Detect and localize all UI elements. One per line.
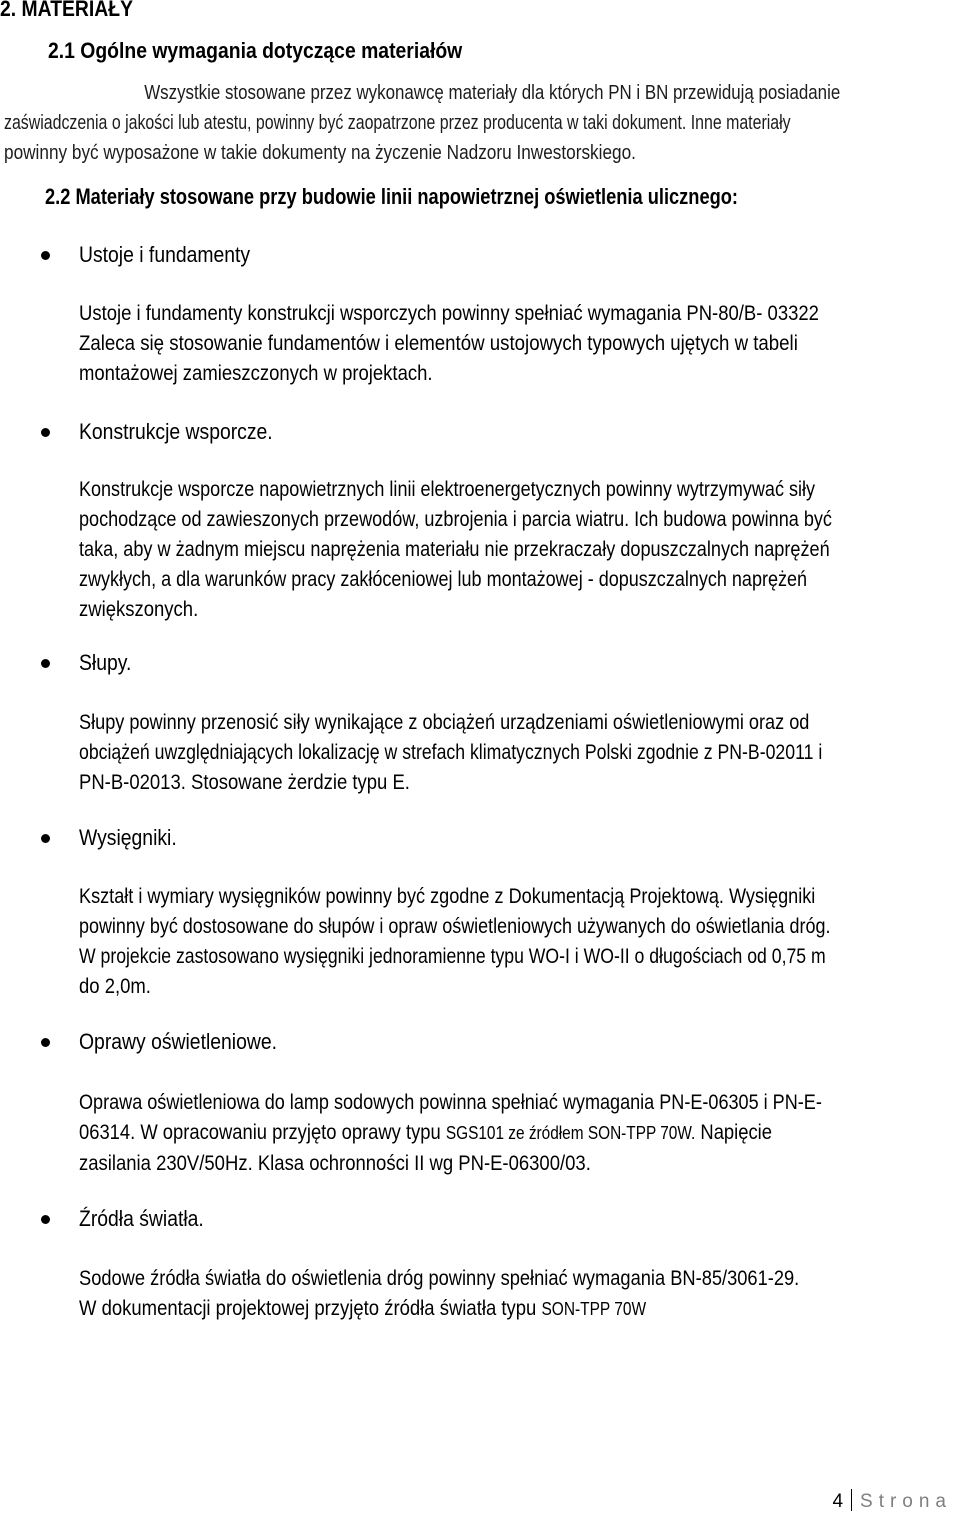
section-title-slupy: Słupy. — [79, 650, 132, 675]
section-body-zrodla: Sodowe źródła światła do oświetlenia dróg powinny spełniać wymagania BN-85/3061-29. W dokumentacji projektowej przyjęto źródła światła typu SON-TPP 70W — [79, 1266, 800, 1320]
bullet — [41, 1215, 50, 1224]
intro-paragraph: Wszystkie stosowane przez wykonawcę materiały dla których PN i BN przewidują posiadanie zaświadczenia o jakości lub atestu, powinny być zaopatrzone przez producenta w taki dokument. Inne materiały powinny być wyposażone w takie dokumenty na życzenie Nadzoru Inwestorskiego. — [4, 82, 841, 164]
heading-section: 2.2 Materiały stosowane przy budowie linii napowietrznej oświetlenia ulicznego: — [45, 184, 739, 209]
page-number: 4 — [832, 1491, 844, 1512]
page-label: Strona — [860, 1491, 952, 1512]
section-title-ustoje: Ustoje i fundamenty — [79, 242, 251, 267]
page-footer — [832, 1489, 952, 1513]
section-body-wysiegniki: Kształt i wymiary wysięgników powinny być zgodne z Dokumentacją Projektową. Wysięgniki powinny być dostosowane do słupów i opraw oświetleniowych używanych do oświetlania dróg. W projekcie zastosowano wysięgniki jednoramienne typu WO-I i WO-II o długościach od 0,75 m do 2,0m. — [79, 884, 831, 998]
section-body-slupy: Słupy powinny przenosić siły wynikające z obciążeń urządzeniami oświetleniowymi oraz od obciążeń uwzględniających lokalizację w strefach klimatycznych Polski zgodnie z PN-B-02011 i PN-B-02013. Stosowane żerdzie typu E. — [79, 710, 823, 794]
section-title-konstrukcje: Konstrukcje wsporcze. — [79, 419, 273, 444]
bullet — [41, 1038, 50, 1047]
section-body-konstrukcje: Konstrukcje wsporcze napowietrznych linii elektroenergetycznych powinny wytrzymywać siły pochodzące od zawieszonych przewodów, uzbrojenia i parcia wiatru. Ich budowa powinna być taka, aby w żadnym miejscu naprężenia materiału nie przekraczały dopuszczalnych naprężeń zwykłych, a dla warunków pracy zakłóceniowej lub montażowej - dopuszczalnych naprężeń zwiększonych. — [79, 477, 832, 621]
section-title-oprawy: Oprawy oświetleniowe. — [79, 1029, 277, 1054]
section-body-oprawy: Oprawa oświetleniowa do lamp sodowych powinna spełniać wymagania PN-E-06305 i PN-E- 06314. W opracowaniu przyjęto oprawy typu SGS101 ze źródłem SON-TPP 70W. Napięcie zasilania 230V/50Hz. Klasa ochronności II wg PN-E-06300/03. — [79, 1090, 822, 1175]
footer-divider — [851, 1489, 852, 1511]
bullet — [41, 834, 50, 843]
heading-sub: 2.1 Ogólne wymagania dotyczące materiałów — [48, 38, 463, 63]
bullet — [41, 428, 50, 437]
section-title-zrodla: Źródła światła. — [79, 1206, 204, 1231]
section-title-wysiegniki: Wysięgniki. — [79, 825, 177, 850]
heading-main: 2. MATERIAŁY — [0, 0, 134, 21]
bullet — [41, 659, 50, 668]
bullet — [41, 251, 50, 260]
section-body-ustoje: Ustoje i fundamenty konstrukcji wsporczych powinny spełniać wymagania PN-80/B- 03322 Zaleca się stosowanie fundamentów i elementów ustojowych typowych ujętych w tabeli montażowej zamieszczonych w projektach. — [79, 301, 819, 385]
